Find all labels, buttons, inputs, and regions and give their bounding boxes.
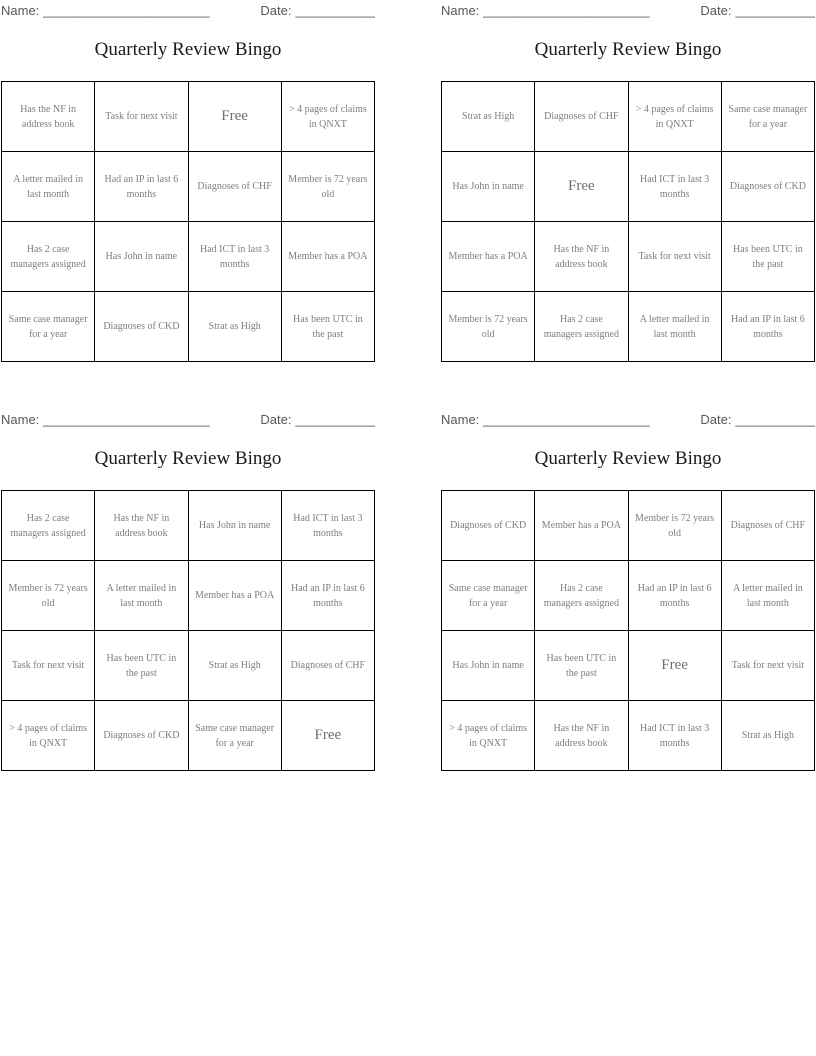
bingo-cell: Member is 72 years old <box>628 491 721 561</box>
bingo-cell: Had an IP in last 6 months <box>628 561 721 631</box>
date-label: Date: <box>700 3 732 18</box>
date-blank-line: ___________ <box>295 412 375 427</box>
bingo-grid <box>1 490 375 771</box>
bingo-cell: Has John in name <box>442 631 535 701</box>
bingo-cell: Has 2 case managers assigned <box>535 292 628 362</box>
bingo-cell: Same case manager for a year <box>721 82 814 152</box>
bingo-cell: Task for next visit <box>2 631 95 701</box>
name-field <box>1 412 210 427</box>
card-header <box>1 3 375 18</box>
name-field <box>441 3 650 18</box>
bingo-cell: Same case manager for a year <box>2 292 95 362</box>
bingo-cell: Has 2 case managers assigned <box>535 561 628 631</box>
bingo-cell: Has been UTC in the past <box>535 631 628 701</box>
card-title: Quarterly Review Bingo <box>94 39 282 60</box>
date-blank-line: ___________ <box>295 3 375 18</box>
bingo-cell: Strat as High <box>721 701 814 771</box>
bingo-cell: Diagnoses of CHF <box>535 82 628 152</box>
bingo-grid <box>441 81 815 362</box>
date-field <box>260 3 375 18</box>
bingo-cell-free: Free <box>281 701 374 771</box>
bingo-cell-free: Free <box>535 152 628 222</box>
bingo-cell-free: Free <box>628 631 721 701</box>
bingo-cell: Member is 72 years old <box>281 152 374 222</box>
bingo-grid <box>1 81 375 362</box>
bingo-grid <box>441 490 815 771</box>
card-header <box>441 3 815 18</box>
bingo-cell: Diagnoses of CKD <box>95 701 188 771</box>
bingo-cell: Same case manager for a year <box>188 701 281 771</box>
name-blank-line: _______________________ <box>43 3 210 18</box>
bingo-cell: Has been UTC in the past <box>721 222 814 292</box>
bingo-cell: Diagnoses of CHF <box>188 152 281 222</box>
date-label: Date: <box>260 412 292 427</box>
bingo-cell: Has been UTC in the past <box>281 292 374 362</box>
bingo-cell: Strat as High <box>442 82 535 152</box>
bingo-cell: Diagnoses of CHF <box>281 631 374 701</box>
bingo-cell: Had ICT in last 3 months <box>628 701 721 771</box>
bingo-cell: Has 2 case managers assigned <box>2 491 95 561</box>
date-field <box>260 412 375 427</box>
name-field <box>1 3 210 18</box>
bingo-cell: > 4 pages of claims in QNXT <box>442 701 535 771</box>
bingo-cell: Has the NF in address book <box>95 491 188 561</box>
bingo-cell: A letter mailed in last month <box>628 292 721 362</box>
bingo-cell: Has 2 case managers assigned <box>2 222 95 292</box>
card-title: Quarterly Review Bingo <box>534 39 722 60</box>
bingo-cell: > 4 pages of claims in QNXT <box>2 701 95 771</box>
bingo-cell: Same case manager for a year <box>442 561 535 631</box>
bingo-cell: Has John in name <box>95 222 188 292</box>
bingo-cell: Diagnoses of CKD <box>95 292 188 362</box>
bingo-cell: Had ICT in last 3 months <box>628 152 721 222</box>
date-label: Date: <box>700 412 732 427</box>
bingo-cell: Task for next visit <box>721 631 814 701</box>
card-header <box>1 412 375 427</box>
bingo-cell: Member has a POA <box>535 491 628 561</box>
bingo-card-bottom-left <box>1 412 375 780</box>
name-label: Name: <box>441 412 480 427</box>
bingo-cell: > 4 pages of claims in QNXT <box>628 82 721 152</box>
date-blank-line: ___________ <box>735 412 815 427</box>
name-blank-line: _______________________ <box>483 3 650 18</box>
card-header <box>441 412 815 427</box>
bingo-cell: Has been UTC in the past <box>95 631 188 701</box>
bingo-cell: Had an IP in last 6 months <box>721 292 814 362</box>
bingo-cell: Member has a POA <box>442 222 535 292</box>
bingo-cell-free: Free <box>188 82 281 152</box>
bingo-cell: A letter mailed in last month <box>95 561 188 631</box>
name-label: Name: <box>1 412 40 427</box>
card-title: Quarterly Review Bingo <box>94 448 282 469</box>
bingo-cell: Strat as High <box>188 631 281 701</box>
bingo-cell: Task for next visit <box>628 222 721 292</box>
bingo-cell: Strat as High <box>188 292 281 362</box>
bingo-cell: Has the NF in address book <box>2 82 95 152</box>
date-blank-line: ___________ <box>735 3 815 18</box>
date-label: Date: <box>260 3 292 18</box>
date-field <box>700 3 815 18</box>
bingo-card-top-right <box>441 3 815 371</box>
bingo-cell: Had ICT in last 3 months <box>281 491 374 561</box>
bingo-cell: Had an IP in last 6 months <box>95 152 188 222</box>
bingo-cell: A letter mailed in last month <box>721 561 814 631</box>
bingo-cell: Has the NF in address book <box>535 222 628 292</box>
card-title: Quarterly Review Bingo <box>534 448 722 469</box>
name-label: Name: <box>1 3 40 18</box>
bingo-cell: Had an IP in last 6 months <box>281 561 374 631</box>
bingo-cell: Had ICT in last 3 months <box>188 222 281 292</box>
bingo-cell: Has John in name <box>188 491 281 561</box>
bingo-cell: > 4 pages of claims in QNXT <box>281 82 374 152</box>
bingo-cell: Member has a POA <box>188 561 281 631</box>
name-blank-line: _______________________ <box>483 412 650 427</box>
bingo-cell: Has John in name <box>442 152 535 222</box>
name-field <box>441 412 650 427</box>
bingo-cell: Member has a POA <box>281 222 374 292</box>
bingo-cell: Member is 72 years old <box>2 561 95 631</box>
bingo-cell: Has the NF in address book <box>535 701 628 771</box>
name-blank-line: _______________________ <box>43 412 210 427</box>
name-label: Name: <box>441 3 480 18</box>
bingo-cell: Task for next visit <box>95 82 188 152</box>
bingo-cell: Member is 72 years old <box>442 292 535 362</box>
date-field <box>700 412 815 427</box>
bingo-card-bottom-right <box>441 412 815 780</box>
bingo-cell: A letter mailed in last month <box>2 152 95 222</box>
bingo-cell: Diagnoses of CKD <box>442 491 535 561</box>
bingo-card-top-left <box>1 3 375 371</box>
bingo-cell: Diagnoses of CHF <box>721 491 814 561</box>
bingo-cell: Diagnoses of CKD <box>721 152 814 222</box>
